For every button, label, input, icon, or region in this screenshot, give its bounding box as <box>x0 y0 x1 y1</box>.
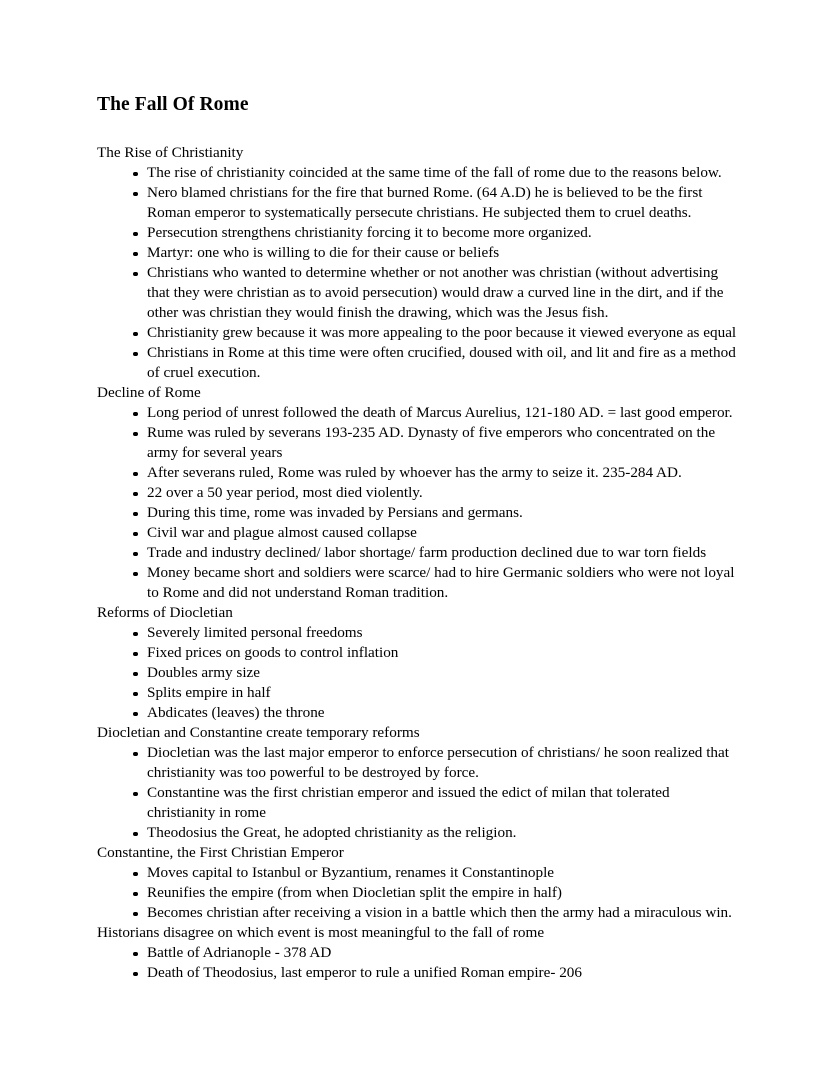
list-item: Severely limited personal freedoms <box>97 623 737 643</box>
list-item: Long period of unrest followed the death of Marcus Aurelius, 121-180 AD. = last good emperor. <box>97 403 737 423</box>
bullet-list <box>97 863 737 923</box>
list-item: Constantine was the first christian emperor and issued the edict of milan that tolerated christianity in rome <box>97 783 737 823</box>
section-heading: Reforms of Diocletian <box>97 604 233 621</box>
list-item: Battle of Adrianople - 378 AD <box>97 943 737 963</box>
page-title: The Fall Of Rome <box>97 94 249 115</box>
sections-container <box>97 143 737 983</box>
document-body <box>97 93 737 983</box>
document-section <box>97 723 737 843</box>
document-section <box>97 143 737 383</box>
list-item: Nero blamed christians for the fire that burned Rome. (64 A.D) he is believed to be the first Roman emperor to systematically persecute christians. He subjected them to cruel deaths. <box>97 183 737 223</box>
list-item: After severans ruled, Rome was ruled by whoever has the army to seize it. 235-284 AD. <box>97 463 737 483</box>
list-item: 22 over a 50 year period, most died violently. <box>97 483 737 503</box>
list-item: Reunifies the empire (from when Diocletian split the empire in half) <box>97 883 737 903</box>
section-heading: The Rise of Christianity <box>97 144 244 161</box>
section-heading: Constantine, the First Christian Emperor <box>97 844 344 861</box>
list-item: Martyr: one who is willing to die for their cause or beliefs <box>97 243 737 263</box>
bullet-list <box>97 623 737 723</box>
section-heading: Historians disagree on which event is most meaningful to the fall of rome <box>97 924 545 941</box>
list-item: Diocletian was the last major emperor to enforce persecution of christians/ he soon realized that christianity was too powerful to be destroyed by force. <box>97 743 737 783</box>
list-item: Becomes christian after receiving a vision in a battle which then the army had a miraculous win. <box>97 903 737 923</box>
bullet-list <box>97 743 737 843</box>
list-item: Abdicates (leaves) the throne <box>97 703 737 723</box>
list-item: Christianity grew because it was more appealing to the poor because it viewed everyone as equal <box>97 323 737 343</box>
list-item: Doubles army size <box>97 663 737 683</box>
bullet-list <box>97 163 737 383</box>
list-item: Death of Theodosius, last emperor to rule a unified Roman empire- 206 <box>97 963 737 983</box>
section-heading: Decline of Rome <box>97 384 201 401</box>
list-item: Christians in Rome at this time were often crucified, doused with oil, and lit and fire as a method of cruel execution. <box>97 343 737 383</box>
document-section <box>97 923 737 983</box>
list-item: Civil war and plague almost caused collapse <box>97 523 737 543</box>
list-item: During this time, rome was invaded by Persians and germans. <box>97 503 737 523</box>
bullet-list <box>97 943 737 983</box>
list-item: Rume was ruled by severans 193-235 AD. Dynasty of five emperors who concentrated on the army for several years <box>97 423 737 463</box>
title-spacer <box>97 117 737 143</box>
document-section <box>97 383 737 603</box>
document-section <box>97 603 737 723</box>
list-item: The rise of christianity coincided at the same time of the fall of rome due to the reasons below. <box>97 163 737 183</box>
list-item: Theodosius the Great, he adopted christianity as the religion. <box>97 823 737 843</box>
list-item: Money became short and soldiers were scarce/ had to hire Germanic soldiers who were not loyal to Rome and did not understand Roman tradition. <box>97 563 737 603</box>
list-item: Fixed prices on goods to control inflation <box>97 643 737 663</box>
list-item: Persecution strengthens christianity forcing it to become more organized. <box>97 223 737 243</box>
list-item: Moves capital to Istanbul or Byzantium, renames it Constantinople <box>97 863 737 883</box>
section-heading: Diocletian and Constantine create temporary reforms <box>97 724 420 741</box>
bullet-list <box>97 403 737 603</box>
list-item: Splits empire in half <box>97 683 737 703</box>
list-item: Trade and industry declined/ labor shortage/ farm production declined due to war torn fields <box>97 543 737 563</box>
list-item: Christians who wanted to determine whether or not another was christian (without advertising that they were christian as to avoid persecution) would draw a curved line in the dirt, and if the other was christian they would finish the drawing, which was the Jesus fish. <box>97 263 737 323</box>
document-section <box>97 843 737 923</box>
